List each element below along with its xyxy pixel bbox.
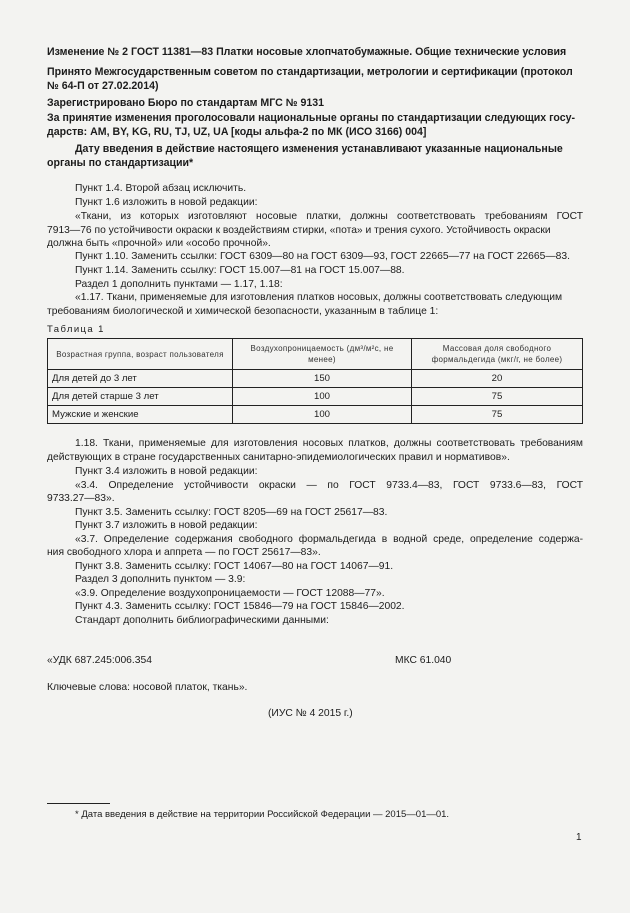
text-line: Стандарт дополнить библиографическими данными: bbox=[75, 615, 329, 626]
registration-line: Зарегистрировано Бюро по стандартам МГС № 9131 bbox=[47, 97, 325, 109]
table-header-cell: Воздухопроницаемость (дм³/м²с, не менее) bbox=[233, 339, 412, 370]
keywords: Ключевые слова: носовой платок, ткань». bbox=[47, 682, 248, 693]
text-line: «1.17. Ткани, применяемые для изготовления платков носовых, должны соответствовать следующим bbox=[75, 292, 563, 303]
text-line: 1.18. Ткани, применяемые для изготовления носовых платков, должны соответствовать требованиям bbox=[75, 438, 583, 449]
text-line: Пункт 3.8. Заменить ссылку: ГОСТ 14067—80 на ГОСТ 14067—91. bbox=[75, 561, 394, 572]
voting-line-cont: дарств: AM, BY, KG, RU, TJ, UZ, UA [коды альфа-2 по МК (ИСО 3166) 004] bbox=[47, 126, 427, 138]
effective-date-line-cont: органы по стандартизации* bbox=[47, 157, 194, 169]
table-cell: 100 bbox=[233, 388, 412, 406]
footnote-divider bbox=[47, 803, 110, 804]
amendment-title: Изменение № 2 ГОСТ 11381—83 Платки носовые хлопчатобумажные. Общие технические условия bbox=[47, 46, 567, 58]
table-row bbox=[48, 370, 583, 388]
text-line: действующих в стране государственных санитарно-эпидемиологических правил и нормативов». bbox=[47, 452, 510, 463]
text-line: «3.7. Определение содержания свободного формальдегида в водной среде, определение содержа- bbox=[75, 534, 583, 545]
table-cell: 20 bbox=[412, 370, 583, 388]
text-line: «Ткани, из которых изготовляют носовые платки, должны соответствовать требованиям ГОСТ bbox=[75, 211, 583, 222]
text-line: 9733.27—83». bbox=[47, 493, 115, 504]
page-number: 1 bbox=[576, 832, 582, 843]
table-caption: Таблица 1 bbox=[47, 324, 105, 335]
table-header-row bbox=[48, 339, 583, 370]
adoption-line: Принято Межгосударственным советом по стандартизации, метрологии и сертификации (протокол bbox=[47, 66, 573, 78]
ius-reference: (ИУС № 4 2015 г.) bbox=[268, 708, 353, 719]
table-header-cell: Возрастная группа, возраст пользователя bbox=[48, 339, 233, 370]
table-cell: Для детей старше 3 лет bbox=[48, 388, 233, 406]
text-line: требованиям биологической и химической безопасности, указанным в таблице 1: bbox=[47, 306, 439, 317]
table-cell: Мужские и женские bbox=[48, 406, 233, 424]
text-line: Раздел 3 дополнить пунктом — 3.9: bbox=[75, 574, 246, 585]
requirements-table bbox=[47, 338, 583, 424]
udk-code: «УДК 687.245:006.354 bbox=[47, 655, 152, 666]
table-cell: 100 bbox=[233, 406, 412, 424]
voting-line: За принятие изменения проголосовали национальные органы по стандартизации следующих госу- bbox=[47, 112, 576, 124]
text-line: Раздел 1 дополнить пунктами — 1.17, 1.18: bbox=[75, 279, 283, 290]
text-line: Пункт 3.4 изложить в новой редакции: bbox=[75, 466, 258, 477]
table-cell: 150 bbox=[233, 370, 412, 388]
table-cell: 75 bbox=[412, 388, 583, 406]
text-line: «3.4. Определение устойчивости окраски — по ГОСТ 9733.4—83, ГОСТ 9733.6—83, ГОСТ bbox=[75, 480, 583, 491]
table-cell: 75 bbox=[412, 406, 583, 424]
text-line: Пункт 3.5. Заменить ссылку: ГОСТ 8205—69 на ГОСТ 25617—83. bbox=[75, 507, 388, 518]
table-cell: Для детей до 3 лет bbox=[48, 370, 233, 388]
text-line: «3.9. Определение воздухопроницаемости — ГОСТ 12088—77». bbox=[75, 588, 385, 599]
text-line: должна быть «прочной» или «особо прочной». bbox=[47, 238, 271, 249]
table-row bbox=[48, 388, 583, 406]
table-header-cell: Массовая доля свободного формальдегида (мкг/г, не более) bbox=[412, 339, 583, 370]
text-line: ния свободного хлора и аппрета — по ГОСТ 25617—83». bbox=[47, 547, 321, 558]
adoption-line-cont: № 64-П от 27.02.2014) bbox=[47, 80, 159, 92]
text-line: Пункт 1.4. Второй абзац исключить. bbox=[75, 183, 247, 194]
text-line: Пункт 4.3. Заменить ссылку: ГОСТ 15846—79 на ГОСТ 15846—2002. bbox=[75, 601, 405, 612]
text-line: Пункт 1.10. Заменить ссылки: ГОСТ 6309—80 на ГОСТ 6309—93, ГОСТ 22665—77 на ГОСТ 22665—83. bbox=[75, 251, 570, 262]
text-line: Пункт 1.6 изложить в новой редакции: bbox=[75, 197, 258, 208]
footnote: * Дата введения в действие на территории Российской Федерации — 2015—01—01. bbox=[75, 809, 450, 820]
effective-date-line: Дату введения в действие настоящего изменения устанавливают указанные национальные bbox=[75, 143, 563, 155]
table-row bbox=[48, 406, 583, 424]
mks-code: МКС 61.040 bbox=[395, 655, 452, 666]
text-line: 7913—76 по устойчивости окраски к воздействиям стирки, «пота» и трения сухого. Устойчивость окраски bbox=[47, 225, 551, 236]
text-line: Пункт 1.14. Заменить ссылку: ГОСТ 15.007—81 на ГОСТ 15.007—88. bbox=[75, 265, 405, 276]
text-line: Пункт 3.7 изложить в новой редакции: bbox=[75, 520, 258, 531]
